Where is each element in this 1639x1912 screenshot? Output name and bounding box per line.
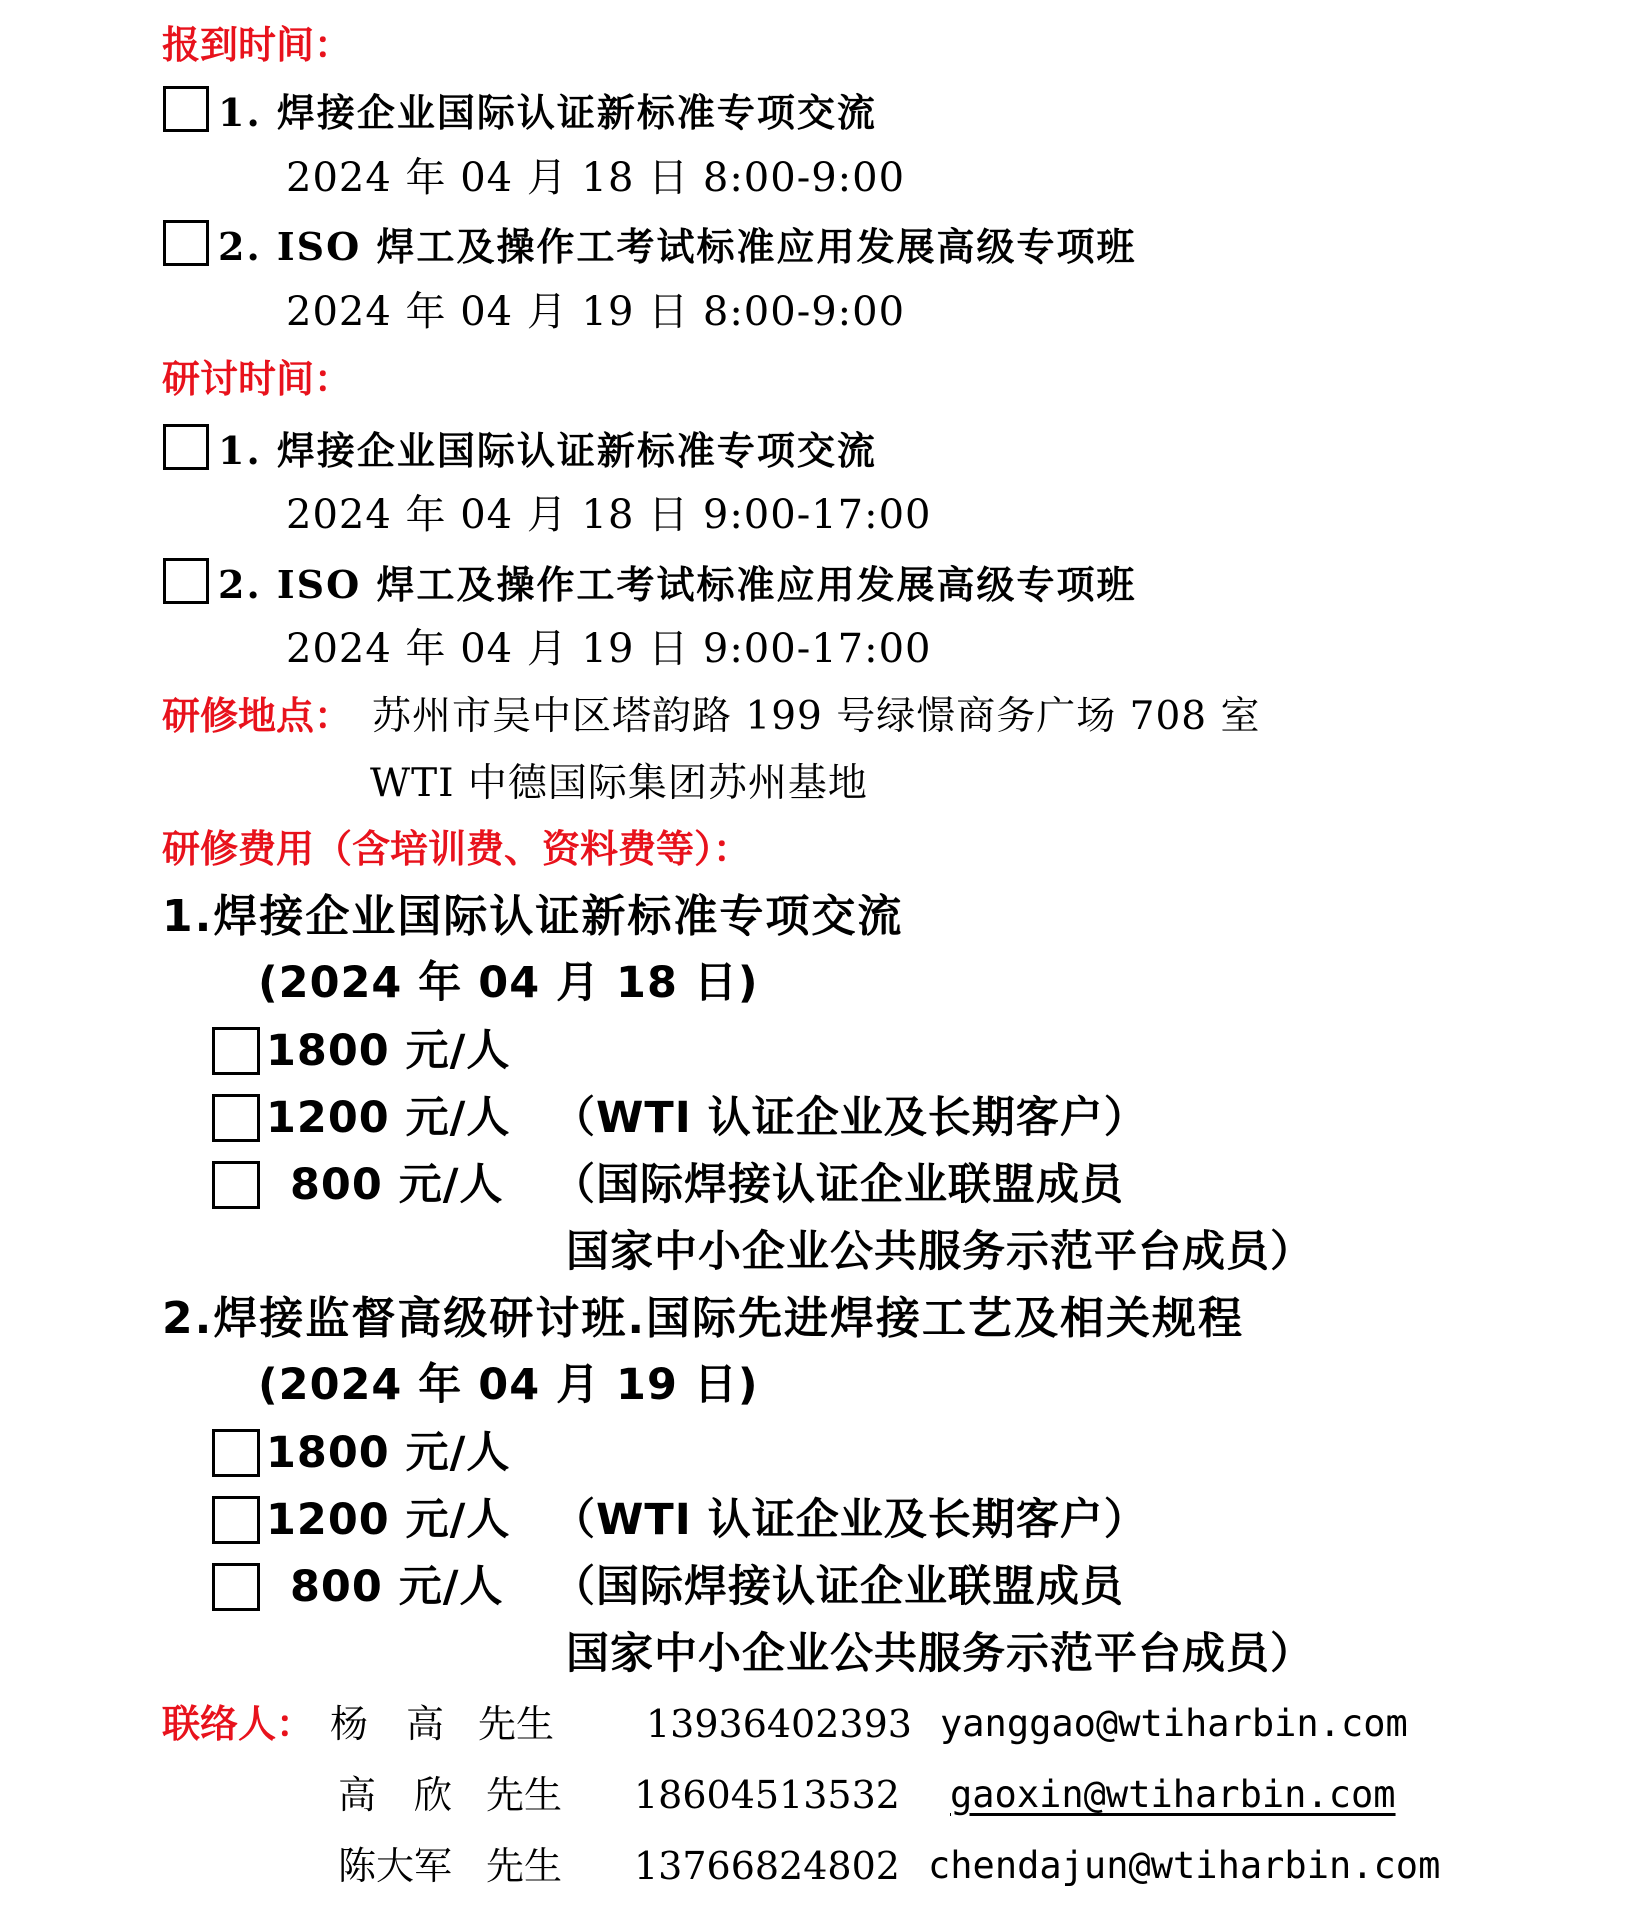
- seminar-checkbox-1[interactable]: [163, 424, 209, 470]
- fee-course-1-price-1800: 1800 元/人: [266, 1026, 511, 1076]
- fee-course-1-note-800-cont: 国家中小企业公共服务示范平台成员）: [566, 1227, 1314, 1277]
- registration-item-1-title: 1. 焊接企业国际认证新标准专项交流: [218, 90, 877, 135]
- location-label: 研修地点：: [162, 693, 353, 738]
- fee-course-1-note-800: （国际焊接认证企业联盟成员: [552, 1160, 1124, 1210]
- fee-course-1-checkbox-800[interactable]: [212, 1161, 260, 1209]
- fee-course-2-price-1200: 1200 元/人: [266, 1495, 511, 1545]
- contact-3-name: 陈大军: [338, 1844, 453, 1888]
- contact-1-phone: 13936402393: [646, 1702, 912, 1746]
- contact-1-title: 先生: [478, 1702, 555, 1746]
- fee-course-2-note-1200: （WTI 认证企业及长期客户）: [552, 1495, 1148, 1545]
- fee-course-2-note-800: （国际焊接认证企业联盟成员: [552, 1562, 1124, 1612]
- registration-item-2-title: 2. ISO 焊工及操作工考试标准应用发展高级专项班: [218, 224, 1137, 269]
- fee-course-2-checkbox-1200[interactable]: [212, 1496, 260, 1544]
- fee-course-1-price-1200: 1200 元/人: [266, 1093, 511, 1143]
- fee-course-1-title: 1.焊接企业国际认证新标准专项交流: [162, 891, 904, 942]
- contact-2-name: 高 欣: [338, 1773, 453, 1817]
- fee-course-1-checkbox-1200[interactable]: [212, 1094, 260, 1142]
- seminar-item-1-date: 2024 年 04 月 18 日 9:00-17:00: [286, 492, 932, 538]
- contact-3-phone: 13766824802: [634, 1844, 900, 1888]
- seminar-item-2-title: 2. ISO 焊工及操作工考试标准应用发展高级专项班: [218, 562, 1137, 607]
- fee-course-2-note-800-cont: 国家中小企业公共服务示范平台成员）: [566, 1629, 1314, 1679]
- contact-2-email-link[interactable]: gaoxin@wtiharbin.com: [950, 1773, 1396, 1816]
- fee-course-1-checkbox-1800[interactable]: [212, 1027, 260, 1075]
- fee-course-2-date: (2024 年 04 月 19 日): [258, 1360, 759, 1410]
- location-address: 苏州市吴中区塔韵路 199 号绿憬商务广场 708 室: [372, 694, 1261, 739]
- registration-checkbox-2[interactable]: [163, 220, 209, 266]
- fee-course-1-date: (2024 年 04 月 18 日): [258, 958, 759, 1008]
- registration-item-2-date: 2024 年 04 月 19 日 8:00-9:00: [286, 289, 906, 335]
- location-venue: WTI 中德国际集团苏州基地: [370, 761, 868, 806]
- fee-course-1-price-800: 800 元/人: [290, 1160, 504, 1210]
- contact-1-email[interactable]: yanggao@wtiharbin.com: [940, 1702, 1408, 1745]
- contact-2-phone: 18604513532: [634, 1773, 900, 1817]
- registration-item-1-date: 2024 年 04 月 18 日 8:00-9:00: [286, 155, 906, 201]
- seminar-item-1-title: 1. 焊接企业国际认证新标准专项交流: [218, 428, 877, 473]
- fee-course-2-price-800: 800 元/人: [290, 1562, 504, 1612]
- fee-course-2-checkbox-800[interactable]: [212, 1563, 260, 1611]
- seminar-item-2-date: 2024 年 04 月 19 日 9:00-17:00: [286, 626, 932, 672]
- contact-2-title: 先生: [486, 1773, 563, 1817]
- contact-1-name: 杨 高: [330, 1702, 445, 1746]
- fee-course-1-note-1200: （WTI 认证企业及长期客户）: [552, 1093, 1148, 1143]
- fee-course-2-price-1800: 1800 元/人: [266, 1428, 511, 1478]
- contacts-label: 联络人：: [162, 1701, 315, 1746]
- registration-checkbox-1[interactable]: [163, 86, 209, 132]
- contact-3-email[interactable]: chendajun@wtiharbin.com: [928, 1844, 1441, 1887]
- fees-heading: 研修费用（含培训费、资料费等）：: [162, 826, 752, 871]
- contact-3-title: 先生: [486, 1844, 563, 1888]
- registration-heading: 报到时间：: [162, 22, 353, 67]
- fee-course-2-checkbox-1800[interactable]: [212, 1429, 260, 1477]
- seminar-checkbox-2[interactable]: [163, 558, 209, 604]
- seminar-heading: 研讨时间：: [162, 356, 353, 401]
- fee-course-2-title: 2.焊接监督高级研讨班.国际先进焊接工艺及相关规程: [162, 1293, 1245, 1344]
